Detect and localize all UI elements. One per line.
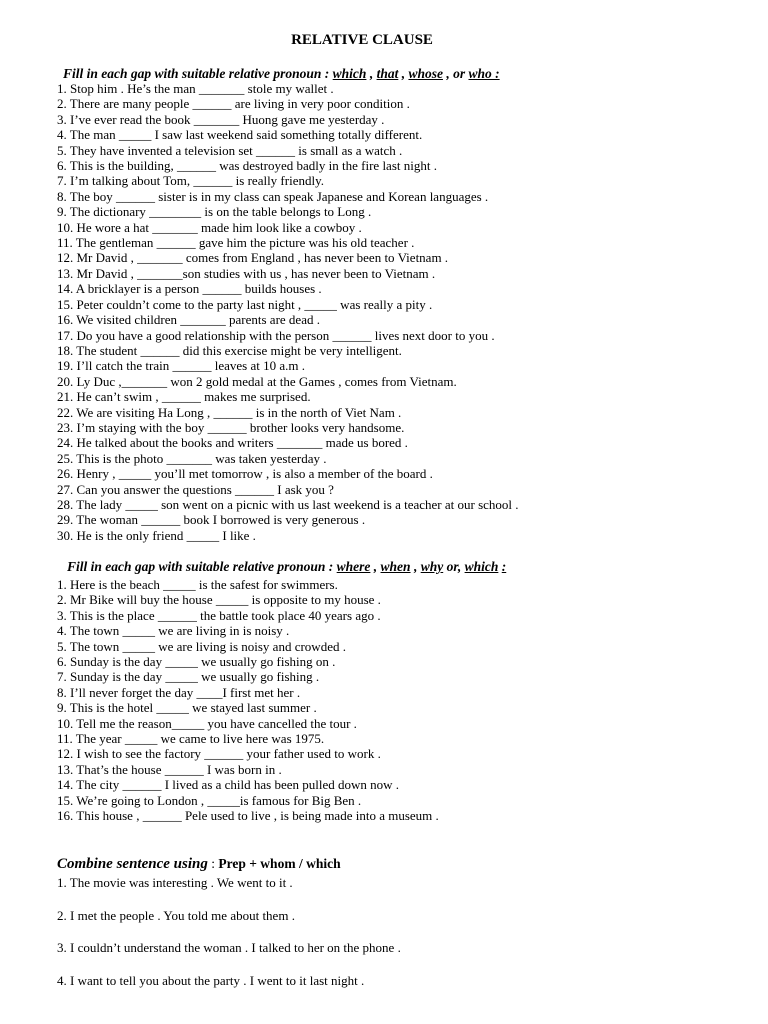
exercise-item: 25. This is the photo _______ was taken yesterday .	[57, 450, 327, 466]
exercise-item: 6. Sunday is the day _____ we usually go fishing on .	[57, 654, 336, 670]
option-why: why	[420, 559, 444, 574]
exercise-item: 16. This house , ______ Pele used to live , is being made into a museum .	[57, 808, 439, 824]
exercise-item: 16. We visited children _______ parents are dead .	[57, 312, 320, 328]
exercise-item: 2. Mr Bike will buy the house _____ is opposite to my house .	[57, 592, 381, 608]
section1-instruction-text: Fill in each gap with suitable relative pronoun :	[63, 66, 333, 81]
option-which: which	[332, 66, 367, 81]
exercise-item: 3. This is the place ______ the battle took place 40 years ago .	[57, 607, 381, 623]
exercise-item: 4. The town _____ we are living in is noisy .	[57, 623, 290, 639]
exercise-item: 21. He can’t swim , ______ makes me surprised.	[57, 389, 311, 405]
option-whose: whose	[408, 66, 443, 81]
exercise-item: 9. This is the hotel _____ we stayed last summer .	[57, 700, 317, 716]
exercise-item: 26. Henry , _____ you’ll met tomorrow , is also a member of the board .	[57, 466, 433, 482]
separator: ,	[410, 559, 421, 574]
section3-heading-title: Combine sentence using	[57, 856, 208, 872]
exercise-item: 19. I’ll catch the train ______ leaves at 10 a.m .	[57, 358, 306, 374]
exercise-item: 5. They have invented a television set ______ is small as a watch .	[57, 142, 403, 158]
exercise-item: 14. A bricklayer is a person ______ builds houses .	[57, 281, 322, 297]
section3-heading-rule: Prep + whom / which	[218, 856, 341, 871]
exercise-item: 1. Here is the beach _____ is the safest for swimmers.	[57, 577, 338, 592]
exercise-item: 12. I wish to see the factory ______ your father used to work .	[57, 746, 381, 762]
section2-exercise-list	[57, 577, 439, 824]
option-where: where	[336, 559, 371, 574]
section3-exercise-list	[57, 875, 401, 1005]
option-who: who :	[468, 66, 500, 81]
exercise-item: 5. The town _____ we are living is noisy and crowded .	[57, 638, 346, 654]
exercise-item: 8. I’ll never forget the day ____I first met her .	[57, 684, 301, 700]
exercise-item: 7. I’m talking about Tom, ______ is really friendly.	[57, 173, 324, 189]
exercise-item: 20. Ly Duc ,_______ won 2 gold medal at the Games , comes from Vietnam.	[57, 373, 457, 389]
exercise-item: 10. Tell me the reason_____ you have cancelled the tour .	[57, 715, 357, 731]
separator: :	[207, 856, 219, 871]
exercise-item: 15. We’re going to London , _____is famous for Big Ben .	[57, 792, 362, 808]
exercise-item: 24. He talked about the books and writers _______ made us bored .	[57, 435, 408, 451]
section3-heading	[57, 856, 341, 873]
exercise-item: 17. Do you have a good relationship with the person ______ lives next door to you .	[57, 327, 495, 343]
exercise-item: 1. Stop him . He’s the man _______ stole my wallet .	[57, 81, 334, 96]
exercise-item: 7. Sunday is the day _____ we usually go fishing .	[57, 669, 320, 685]
exercise-item: 15. Peter couldn’t come to the party last night , _____ was really a pity .	[57, 296, 433, 312]
combine-item: 2. I met the people . You told me about them .	[57, 907, 295, 923]
exercise-item: 2. There are many people ______ are living in very poor condition .	[57, 96, 410, 112]
exercise-item: 13. That’s the house ______ I was born in .	[57, 761, 282, 777]
combine-item: 1. The movie was interesting . We went to it .	[57, 875, 293, 890]
separator: ,	[366, 66, 377, 81]
exercise-item: 29. The woman ______ book I borrowed is very generous .	[57, 512, 366, 528]
exercise-item: 28. The lady _____ son went on a picnic with us last weekend is a teacher at our school .	[57, 496, 519, 512]
separator: ,	[398, 66, 409, 81]
section1-instruction	[63, 66, 500, 82]
exercise-item: 14. The city ______ I lived as a child has been pulled down now .	[57, 777, 400, 793]
exercise-item: 11. The gentleman ______ gave him the picture was his old teacher .	[57, 235, 415, 251]
exercise-item: 9. The dictionary ________ is on the table belongs to Long .	[57, 204, 372, 220]
exercise-item: 18. The student ______ did this exercise might be very intelligent.	[57, 342, 402, 358]
separator: ,	[370, 559, 381, 574]
section2-instruction	[67, 559, 506, 575]
option-which: which	[464, 559, 499, 574]
exercise-item: 12. Mr David , _______ comes from England , has never been to Vietnam .	[57, 250, 449, 266]
exercise-item: 10. He wore a hat _______ made him look like a cowboy .	[57, 219, 362, 235]
exercise-item: 27. Can you answer the questions ______ I ask you ?	[57, 481, 334, 497]
section2-instruction-text: Fill in each gap with suitable relative pronoun :	[67, 559, 337, 574]
option-that: that	[376, 66, 399, 81]
combine-item: 4. I want to tell you about the party . I went to it last night .	[57, 972, 365, 988]
exercise-item: 30. He is the only friend _____ I like .	[57, 527, 256, 543]
exercise-item: 11. The year _____ we came to live here was 1975.	[57, 731, 325, 747]
exercise-item: 13. Mr David , _______son studies with us , has never been to Vietnam .	[57, 265, 436, 281]
separator: or,	[443, 559, 465, 574]
combine-item: 3. I couldn’t understand the woman . I talked to her on the phone .	[57, 940, 401, 955]
separator: , or	[442, 66, 469, 81]
exercise-item: 23. I’m staying with the boy ______ brother looks very handsome.	[57, 419, 405, 435]
exercise-item: 22. We are visiting Ha Long , ______ is in the north of Viet Nam .	[57, 404, 402, 420]
page-title: RELATIVE CLAUSE	[291, 32, 433, 48]
exercise-item: 8. The boy ______ sister is in my class can speak Japanese and Korean languages .	[57, 188, 489, 204]
option-when: when	[380, 559, 411, 574]
exercise-item: 4. The man _____ I saw last weekend said something totally different.	[57, 127, 423, 143]
exercise-item: 3. I’ve ever read the book _______ Huong gave me yesterday .	[57, 111, 385, 127]
exercise-item: 6. This is the building, ______ was destroyed badly in the fire last night .	[57, 158, 437, 174]
section1-exercise-list	[57, 81, 519, 543]
option-colon: :	[501, 559, 507, 574]
